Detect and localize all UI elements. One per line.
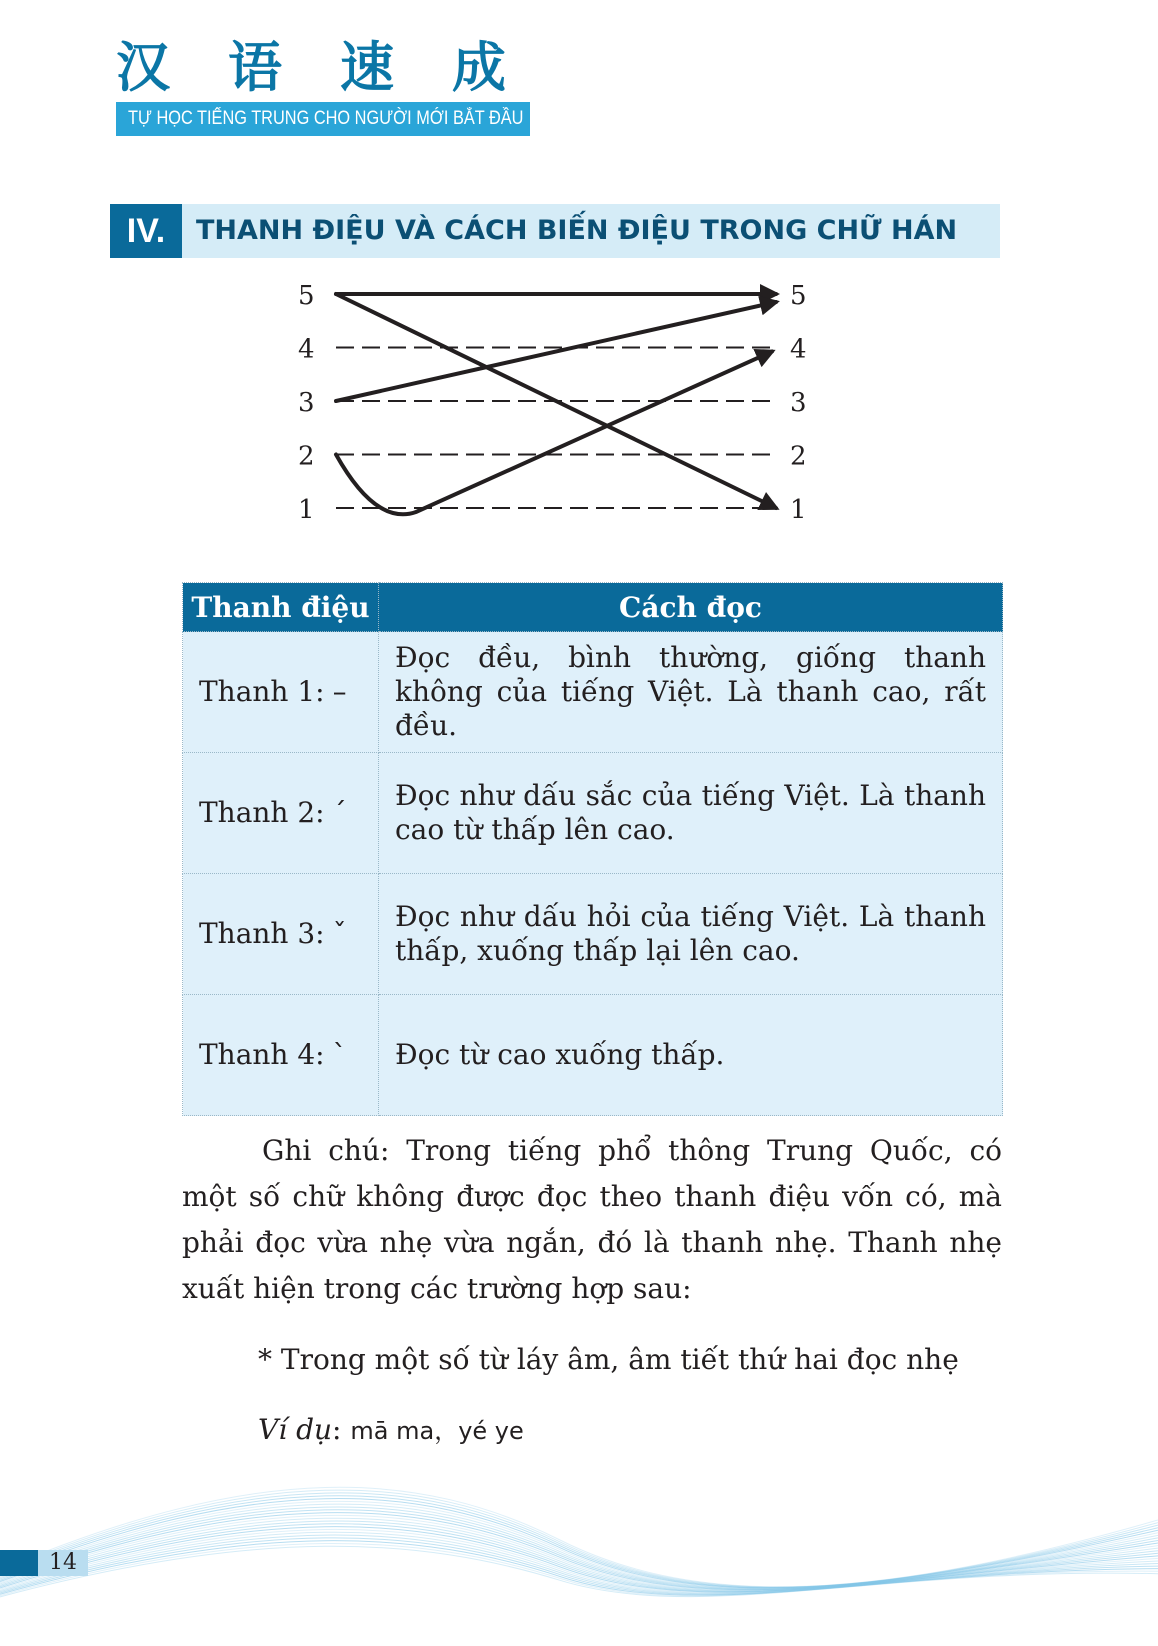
example-label: Ví dụ <box>258 1413 333 1446</box>
level-label-left: 4 <box>298 334 315 365</box>
example-separator: : <box>332 1413 342 1446</box>
level-label-left: 2 <box>298 441 315 472</box>
level-label-left: 1 <box>298 495 315 525</box>
tone-description: Đọc như dấu hỏi của tiếng Việt. Là thanh thấp, xuống thấp lại lên cao. <box>379 874 1003 995</box>
level-label-right: 1 <box>790 495 807 525</box>
tone-mark: ˊ <box>332 796 347 829</box>
level-label-left: 3 <box>298 388 315 418</box>
section-title: THANH ĐIỆU VÀ CÁCH BIẾN ĐIỆU TRONG CHỮ HÁN <box>196 215 958 246</box>
tone-mark: ˇ <box>332 917 347 950</box>
column-header-reading: Cách đọc <box>379 583 1003 632</box>
table-row <box>183 874 1003 995</box>
tone-name: Thanh 2: <box>199 796 325 829</box>
example-line <box>258 1410 524 1451</box>
tone-description: Đọc như dấu sắc của tiếng Việt. Là thanh cao từ thấp lên cao. <box>379 753 1003 874</box>
example-pinyin: mā ma，yé ye <box>350 1417 524 1445</box>
table-row <box>183 753 1003 874</box>
level-label-right: 4 <box>790 334 807 365</box>
table-header-row <box>183 583 1003 632</box>
tone-name: Thanh 4: <box>199 1038 325 1071</box>
tone-3-contour <box>336 352 772 515</box>
brand-char: 语 <box>228 36 282 99</box>
brand-char: 成 <box>452 36 506 99</box>
level-label-left: 5 <box>298 281 315 311</box>
brand-char: 汉 <box>116 36 170 99</box>
tone-name-cell <box>183 874 379 995</box>
page-number-bar <box>0 1550 38 1576</box>
column-header-tone: Thanh điệu <box>183 583 379 632</box>
level-label-right: 2 <box>790 441 807 472</box>
tone-name-cell <box>183 995 379 1116</box>
brand-char: 速 <box>340 36 394 99</box>
tone-name-cell <box>183 632 379 753</box>
table-row <box>183 632 1003 753</box>
tone-contour-diagram <box>290 280 850 550</box>
note-bullet: * Trong một số từ láy âm, âm tiết thứ hai đọc nhẹ <box>258 1343 959 1376</box>
level-label-right: 3 <box>790 388 807 418</box>
tone-2-contour <box>336 302 776 401</box>
section-heading <box>110 204 1000 258</box>
table-row <box>183 995 1003 1116</box>
tone-description: Đọc từ cao xuống thấp. <box>379 995 1003 1116</box>
tone-mark: ˋ <box>332 1038 347 1071</box>
brand-chinese-title <box>116 36 536 104</box>
page-number: 14 <box>49 1550 77 1575</box>
brand-subtitle: TỰ HỌC TIẾNG TRUNG CHO NGƯỜI MỚI BẮT ĐẦU <box>128 108 524 129</box>
tone-name-cell <box>183 753 379 874</box>
neutral-tone-note: Ghi chú: Trong tiếng phổ thông Trung Quốc, có một số chữ không được đọc theo thanh điệu vốn có, mà phải đọc vừa nhẹ vừa ngắn, đó là thanh nhẹ. Thanh nhẹ xuất hiện trong các trường hợp sau: <box>182 1134 1002 1305</box>
tone-mark: – <box>332 675 347 708</box>
tone-name: Thanh 1: <box>199 675 325 708</box>
tone-name: Thanh 3: <box>199 917 325 950</box>
section-number: IV. <box>110 204 182 258</box>
tone-table <box>182 582 1003 1116</box>
level-label-right: 5 <box>790 281 807 311</box>
decorative-waves <box>0 1450 1158 1646</box>
tone-description: Đọc đều, bình thường, giống thanh không của tiếng Việt. Là thanh cao, rất đều. <box>379 632 1003 753</box>
